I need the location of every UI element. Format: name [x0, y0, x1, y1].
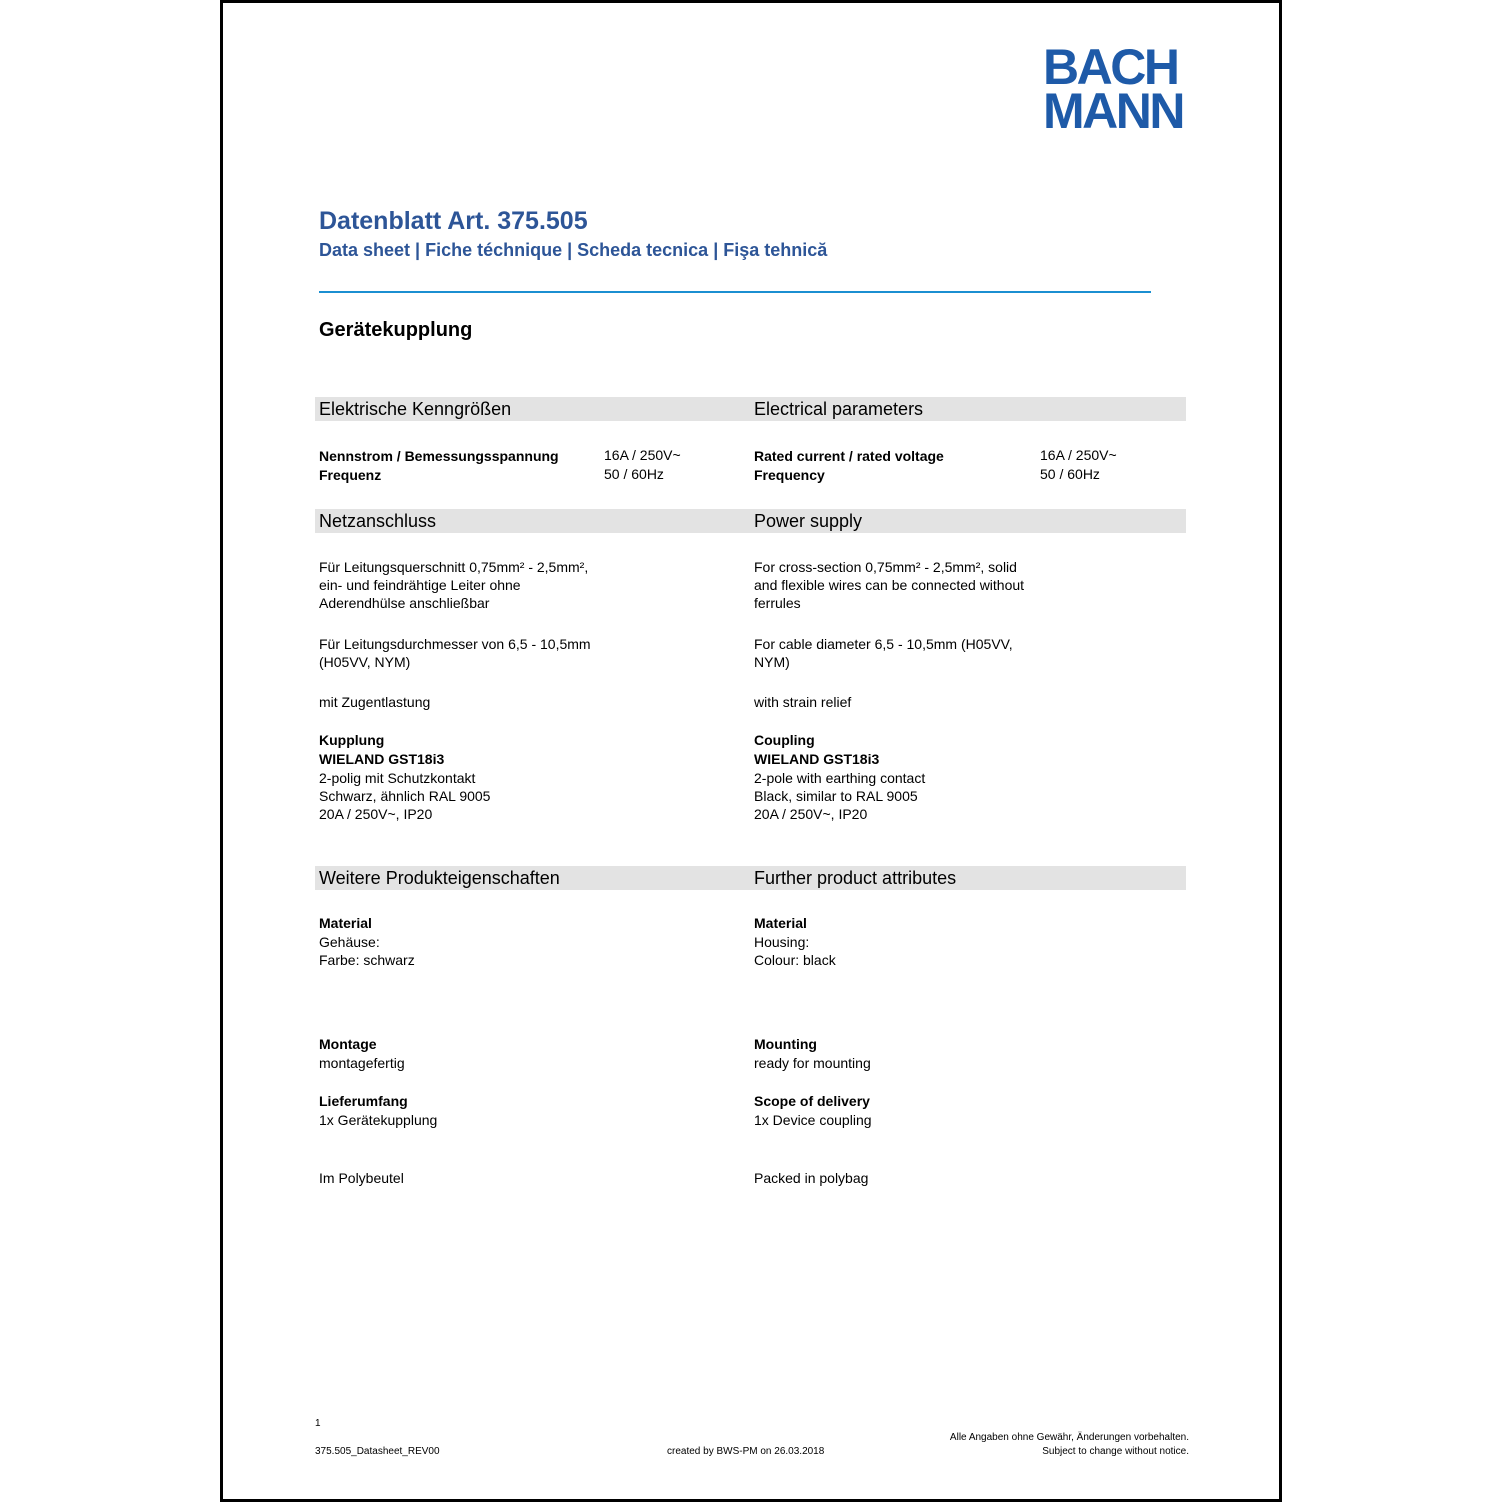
text-line: 1x Device coupling — [754, 1112, 872, 1128]
spec-label: Frequenz — [319, 467, 382, 483]
spec-label: Frequency — [754, 467, 825, 483]
footer-disclaimer-en: Subject to change without notice. — [1042, 1446, 1189, 1457]
text-line: 20A / 250V~, IP20 — [754, 806, 868, 822]
text-line: with strain relief — [754, 694, 852, 710]
text-line: Colour: black — [754, 952, 836, 968]
logo-line-2: MANN — [1043, 83, 1183, 139]
subheading: Scope of delivery — [754, 1093, 870, 1109]
text-line: Aderendhülse anschließbar — [319, 595, 490, 611]
section-heading-en: Power supply — [754, 511, 863, 531]
footer-disclaimer-de: Alle Angaben ohne Gewähr, Änderungen vorbehalten. — [949, 1432, 1189, 1443]
subheading: Material — [754, 915, 807, 931]
text-line: For cross-section 0,75mm² - 2,5mm², solid — [754, 559, 1017, 575]
logo-line-1: BACH — [1043, 39, 1178, 95]
text-line: 1x Gerätekupplung — [319, 1112, 438, 1128]
text-line: Packed in polybag — [754, 1170, 869, 1186]
text-line: Farbe: schwarz — [319, 952, 415, 968]
subheading: Mounting — [754, 1036, 817, 1052]
text-line: ready for mounting — [754, 1055, 871, 1071]
section-heading-en: Further product attributes — [754, 868, 957, 888]
text-line: (H05VV, NYM) — [319, 654, 411, 670]
document-subtitle: Data sheet | Fiche téchnique | Scheda tecnica | Fişa tehnică — [319, 240, 828, 260]
text-line: For cable diameter 6,5 - 10,5mm (H05VV, — [754, 636, 1013, 652]
footer-created: created by BWS-PM on 26.03.2018 — [667, 1446, 825, 1457]
text-line: NYM) — [754, 654, 790, 670]
subheading: Material — [319, 915, 372, 931]
text-line: mit Zugentlastung — [319, 694, 431, 710]
product-name: Gerätekupplung — [319, 319, 473, 341]
text-line: and flexible wires can be connected without — [754, 577, 1025, 593]
spec-value: 16A / 250V~ — [1040, 447, 1117, 463]
text-line: 2-pole with earthing contact — [754, 770, 926, 786]
text-line: ein- und feindrähtige Leiter ohne — [319, 577, 521, 593]
title-divider — [319, 291, 1151, 293]
section-heading-de: Elektrische Kenngrößen — [319, 399, 512, 419]
subheading: Lieferumfang — [319, 1093, 408, 1109]
section-heading-de: Netzanschluss — [319, 511, 437, 531]
spec-value: 50 / 60Hz — [1040, 466, 1100, 482]
section-header-further-attributes — [315, 866, 1186, 890]
subheading: Kupplung — [319, 732, 385, 748]
text-line: Im Polybeutel — [319, 1170, 404, 1186]
text-line: montagefertig — [319, 1055, 405, 1071]
section-header-power-supply — [315, 509, 1186, 533]
text-line: ferrules — [754, 595, 801, 611]
section-heading-en: Electrical parameters — [754, 399, 924, 419]
datasheet-page — [220, 0, 1282, 1502]
spec-value: 50 / 60Hz — [604, 466, 664, 482]
section-heading-de: Weitere Produkteigenschaften — [319, 868, 560, 888]
page-number: 1 — [315, 1418, 321, 1429]
footer-file-name: 375.505_Datasheet_REV00 — [315, 1446, 440, 1457]
spec-value: 16A / 250V~ — [604, 447, 681, 463]
section-header-electrical — [315, 397, 1186, 421]
text-line: 2-polig mit Schutzkontakt — [319, 770, 476, 786]
text-line: Black, similar to RAL 9005 — [754, 788, 918, 804]
spec-label: Nennstrom / Bemessungsspannung — [319, 448, 559, 464]
bachmann-logo — [1043, 39, 1193, 139]
text-line: Gehäuse: — [319, 934, 380, 950]
subheading: WIELAND GST18i3 — [319, 751, 445, 767]
subheading: Coupling — [754, 732, 815, 748]
document-title: Datenblatt Art. 375.505 — [319, 207, 588, 235]
text-line: Schwarz, ähnlich RAL 9005 — [319, 788, 491, 804]
spec-label: Rated current / rated voltage — [754, 448, 944, 464]
text-line: Housing: — [754, 934, 810, 950]
text-line: Für Leitungsdurchmesser von 6,5 - 10,5mm — [319, 636, 591, 652]
subheading: Montage — [319, 1036, 377, 1052]
text-line: Für Leitungsquerschnitt 0,75mm² - 2,5mm², — [319, 559, 589, 575]
text-line: 20A / 250V~, IP20 — [319, 806, 433, 822]
subheading: WIELAND GST18i3 — [754, 751, 880, 767]
